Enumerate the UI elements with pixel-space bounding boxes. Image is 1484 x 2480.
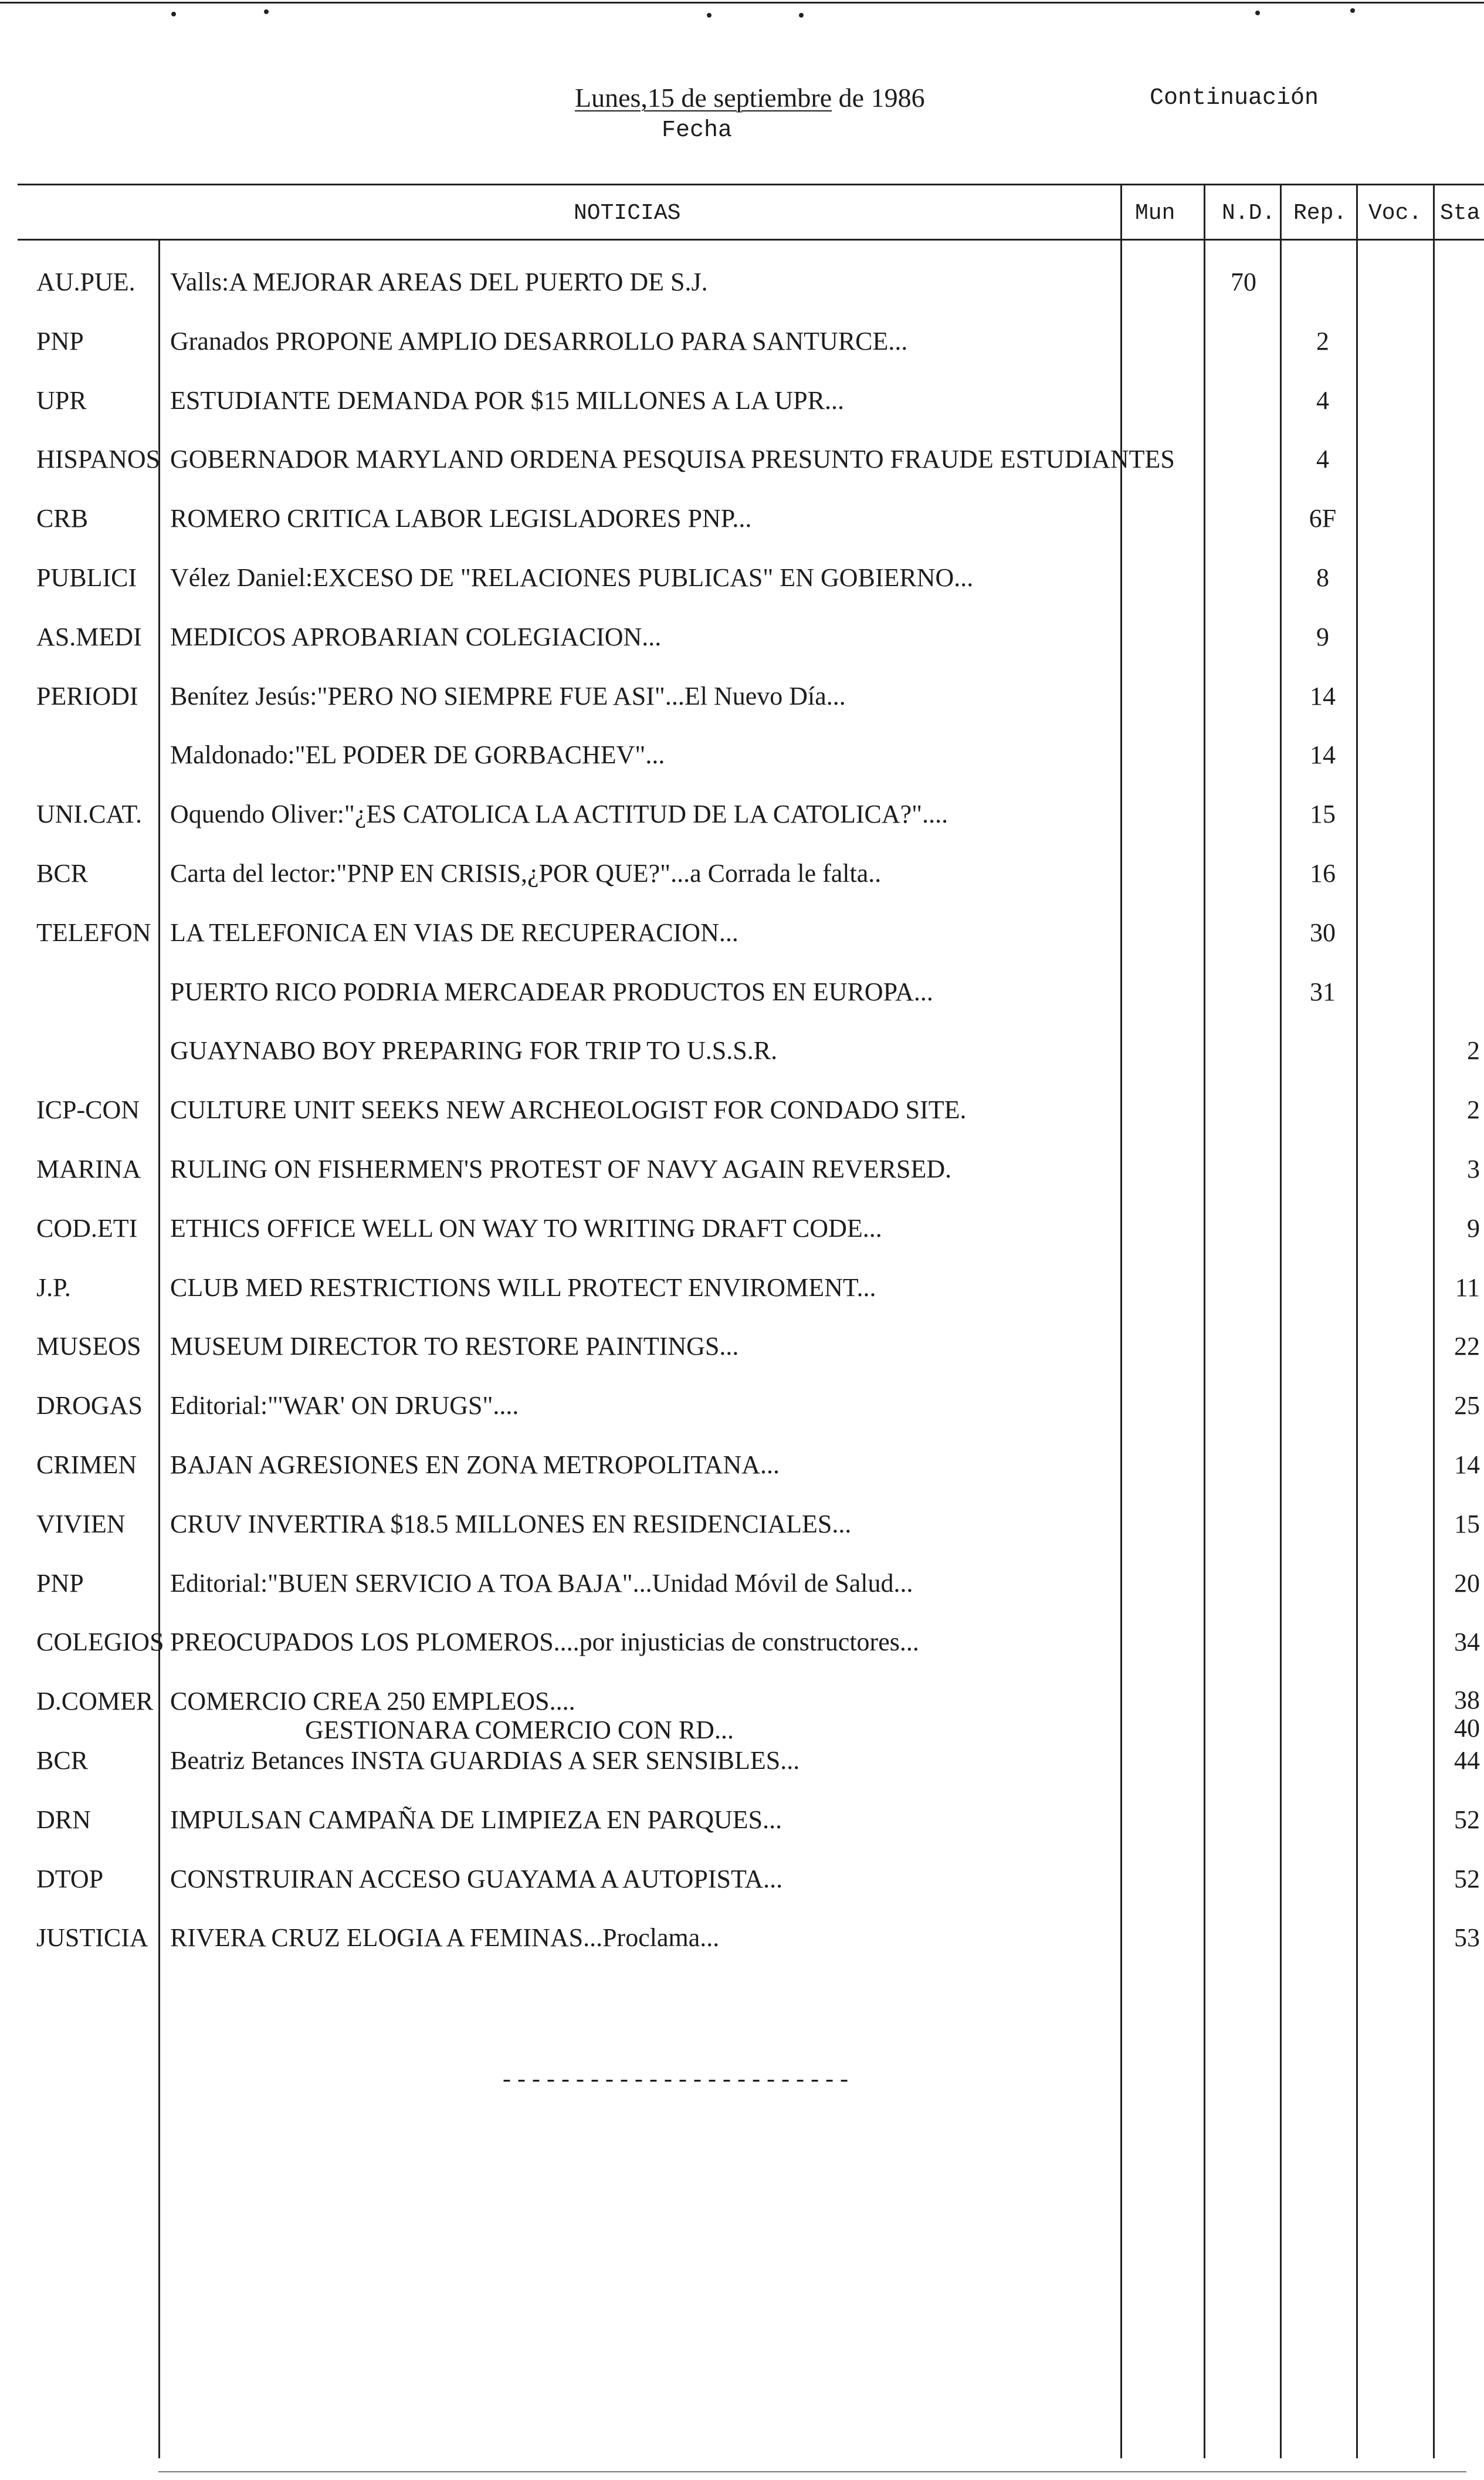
row-headline: [170, 622, 661, 652]
speck: [707, 13, 711, 18]
document-date: [575, 82, 925, 113]
row-headline-text: Editorial:"'WAR' ON DRUGS"....: [170, 1391, 519, 1420]
row-category: COLEGIOS: [36, 1628, 164, 1656]
row-headline-text: Valls:A MEJORAR AREAS DEL PUERTO DE S.J.: [170, 268, 708, 296]
table-row: [0, 503, 1484, 560]
row-headline-second-line: GESTIONARA COMERCIO CON RD...: [305, 1716, 734, 1744]
row-category: PERIODI: [36, 682, 138, 710]
row-headline-text: RULING ON FISHERMEN'S PROTEST OF NAVY AGAIN REVERSED.: [170, 1155, 952, 1183]
row-sta-page: [1427, 1745, 1480, 1775]
row-category: UNI.CAT.: [36, 800, 143, 828]
row-sta-value: 9: [1467, 1214, 1480, 1243]
row-sta-value: 34: [1454, 1628, 1480, 1656]
row-headline: [170, 858, 881, 888]
row-sta-value: 52: [1454, 1805, 1480, 1834]
row-sta-page: [1427, 1213, 1480, 1243]
row-headline-text: RIVERA CRUZ ELOGIA A FEMINAS...Proclama...: [170, 1923, 720, 1952]
row-category: VIVIEN: [36, 1510, 126, 1538]
row-category: CRIMEN: [36, 1450, 137, 1479]
row-headline: [170, 681, 846, 711]
row-category: DROGAS: [36, 1391, 143, 1420]
row-headline: [170, 1036, 777, 1065]
row-category: MARINA: [36, 1155, 141, 1183]
row-rep-page: 4: [1316, 445, 1329, 473]
row-headline-text: BAJAN AGRESIONES EN ZONA METROPOLITANA...: [170, 1450, 780, 1479]
row-headline: [170, 1568, 913, 1598]
table-row: [0, 1154, 1484, 1210]
speck: [171, 12, 176, 16]
bottom-rule: [158, 2471, 1466, 2472]
table-row: [0, 622, 1484, 678]
table-row: [0, 1331, 1484, 1388]
row-rep-page: 9: [1316, 622, 1329, 651]
row-sta-page: [1427, 1331, 1480, 1361]
row-sta-value: 44: [1454, 1746, 1480, 1775]
row-sta-value: 52: [1454, 1865, 1480, 1893]
speck: [264, 9, 269, 14]
row-nd-page: 70: [1231, 268, 1256, 296]
row-sta-page: [1427, 1095, 1480, 1125]
row-rep-page: 14: [1310, 740, 1336, 769]
row-category: COD.ETI: [36, 1214, 138, 1243]
column-header-nd: N.D.: [1222, 201, 1276, 226]
row-headline: [170, 1864, 782, 1894]
row-sta-value: 38: [1454, 1686, 1480, 1714]
table-row: [0, 1095, 1484, 1151]
row-headline-text: GUAYNABO BOY PREPARING FOR TRIP TO U.S.S.R.: [170, 1036, 778, 1065]
row-sta-page: [1427, 1923, 1480, 1953]
table-row: [0, 326, 1484, 383]
table-row: [0, 740, 1484, 796]
row-category: BCR: [36, 859, 89, 888]
row-headline-text: ETHICS OFFICE WELL ON WAY TO WRITING DRAFT CODE...: [170, 1214, 882, 1243]
table-row: [0, 444, 1484, 500]
row-sta-page: [1427, 1686, 1480, 1743]
row-headline-text: Vélez Daniel:EXCESO DE "RELACIONES PUBLICAS" EN GOBIERNO...: [170, 563, 974, 592]
row-category: DRN: [36, 1805, 91, 1834]
table-row: [0, 1450, 1484, 1506]
row-headline-text: MUSEUM DIRECTOR TO RESTORE PAINTINGS...: [170, 1332, 739, 1361]
column-header-voc: Voc.: [1368, 201, 1422, 226]
table-row: [0, 1213, 1484, 1270]
row-sta-value-second: 40: [1454, 1714, 1480, 1743]
header-bottom-rule: [18, 239, 1484, 241]
speck: [1350, 8, 1355, 13]
row-sta-value: 3: [1467, 1155, 1480, 1183]
row-rep-page: 4: [1316, 386, 1329, 415]
column-header-noticias: NOTICIAS: [574, 201, 681, 226]
row-sta-page: [1427, 1390, 1480, 1420]
row-category: JUSTICIA: [36, 1923, 148, 1952]
row-sta-value: 15: [1454, 1510, 1480, 1538]
table-row: [0, 1686, 1484, 1743]
row-headline-text: CULTURE UNIT SEEKS NEW ARCHEOLOGIST FOR CONDADO SITE.: [170, 1095, 967, 1124]
row-headline: [170, 1923, 719, 1953]
row-headline: [170, 326, 907, 356]
row-headline-text: Editorial:"BUEN SERVICIO A TOA BAJA"...Unidad Móvil de Salud...: [170, 1569, 913, 1598]
row-headline-text: CRUV INVERTIRA $18.5 MILLONES EN RESIDENCIALES...: [170, 1510, 852, 1538]
date-underlined: Lunes,15 de septiembre: [575, 83, 832, 113]
row-rep-page: 2: [1316, 327, 1329, 356]
row-sta-value: 2: [1467, 1036, 1480, 1065]
row-headline-text: MEDICOS APROBARIAN COLEGIACION...: [170, 622, 662, 651]
row-sta-page: [1427, 1568, 1480, 1598]
row-rep-page: 30: [1310, 918, 1336, 947]
row-category: D.COMER: [36, 1687, 154, 1716]
row-category: PNP: [36, 1569, 84, 1598]
row-category: CRB: [36, 504, 89, 533]
row-sta-value: 14: [1454, 1450, 1480, 1479]
row-category: BCR: [36, 1746, 89, 1775]
table-row: [0, 267, 1484, 323]
row-sta-page: [1427, 1509, 1480, 1539]
row-rep-page: 16: [1310, 859, 1336, 888]
row-category: PUBLICI: [36, 563, 137, 592]
row-headline-text: Granados PROPONE AMPLIO DESARROLLO PARA SANTURCE...: [170, 327, 908, 356]
table-top-rule: [18, 184, 1484, 185]
row-sta-page: [1427, 1627, 1480, 1657]
table-row: [0, 1568, 1484, 1625]
row-headline-text: GOBERNADOR MARYLAND ORDENA PESQUISA PRESUNTO FRAUDE ESTUDIANTES: [170, 445, 1175, 473]
row-headline: [170, 799, 948, 829]
row-rep-page: 14: [1310, 682, 1336, 710]
row-headline: [170, 977, 933, 1007]
row-sta-page: [1427, 1864, 1480, 1894]
table-row: [0, 1036, 1484, 1092]
row-headline-text: CONSTRUIRAN ACCESO GUAYAMA A AUTOPISTA...: [170, 1865, 783, 1893]
fecha-label: Fecha: [662, 117, 733, 144]
row-headline: [170, 1213, 882, 1243]
row-headline: [170, 444, 1175, 474]
row-rep-page: 6F: [1309, 504, 1337, 533]
row-category: MUSEOS: [36, 1332, 141, 1361]
row-headline-text: Beatriz Betances INSTA GUARDIAS A SER SENSIBLES...: [170, 1746, 800, 1775]
column-header-mun: Mun: [1135, 201, 1175, 226]
row-headline: [170, 1686, 734, 1744]
row-headline-text: IMPULSAN CAMPAÑA DE LIMPIEZA EN PARQUES...: [170, 1805, 782, 1834]
row-category: UPR: [36, 386, 87, 415]
row-headline: [170, 385, 844, 415]
row-headline: [170, 267, 708, 297]
continuation-label: Continuación: [1150, 85, 1319, 111]
table-row: [0, 1627, 1484, 1683]
row-headline-text: Maldonado:"EL PODER DE GORBACHEV"...: [170, 740, 665, 769]
row-headline: [170, 1154, 951, 1184]
row-headline: [170, 1273, 876, 1302]
row-headline-text: COMERCIO CREA 250 EMPLEOS....: [170, 1687, 575, 1716]
row-sta-value: 22: [1454, 1332, 1480, 1361]
row-sta-value: 11: [1455, 1273, 1480, 1302]
row-rep-page: 31: [1310, 977, 1336, 1006]
speck: [1255, 11, 1260, 15]
row-headline: [170, 1095, 967, 1125]
row-category: TELEFON: [36, 918, 151, 947]
table-row: [0, 977, 1484, 1033]
row-headline: [170, 1450, 780, 1480]
table-row: [0, 1745, 1484, 1802]
row-sta-value: 25: [1454, 1391, 1480, 1420]
row-rep-page: 8: [1316, 563, 1329, 592]
column-header-sta: Sta: [1440, 201, 1480, 226]
row-sta-value: 20: [1454, 1569, 1480, 1598]
row-headline-text: PUERTO RICO PODRIA MERCADEAR PRODUCTOS EN EUROPA...: [170, 977, 933, 1006]
row-headline-text: Carta del lector:"PNP EN CRISIS,¿POR QUE?"...a Corrada le falta..: [170, 859, 882, 888]
row-headline: [170, 740, 665, 770]
table-row: [0, 1923, 1484, 1979]
column-header-rep: Rep.: [1293, 201, 1347, 226]
table-row: [0, 1864, 1484, 1920]
row-category: DTOP: [36, 1865, 104, 1893]
row-sta-page: [1427, 1805, 1480, 1835]
row-headline: [170, 1390, 519, 1420]
table-row: [0, 1805, 1484, 1861]
table-row: [0, 1273, 1484, 1329]
row-headline-text: ROMERO CRITICA LABOR LEGISLADORES PNP...: [170, 504, 752, 533]
top-border: [0, 2, 1484, 4]
table-row: [0, 858, 1484, 915]
row-headline: [170, 1331, 738, 1361]
table-row: [0, 799, 1484, 855]
row-category: ICP-CON: [36, 1095, 140, 1124]
row-rep-page: 15: [1310, 800, 1336, 828]
row-headline: [170, 563, 973, 593]
row-headline-text: ESTUDIANTE DEMANDA POR $15 MILLONES A LA UPR...: [170, 386, 844, 415]
table-row: [0, 385, 1484, 442]
end-separator: ------------------------: [500, 2068, 852, 2095]
row-headline-text: PREOCUPADOS LOS PLOMEROS....por injusticias de constructores...: [170, 1628, 919, 1656]
row-category: HISPANOS: [36, 445, 161, 473]
row-headline: [170, 918, 738, 948]
row-sta-page: [1427, 1154, 1480, 1184]
table-row: [0, 681, 1484, 737]
row-sta-page: [1427, 1036, 1480, 1065]
row-headline-text: Oquendo Oliver:"¿ES CATOLICA LA ACTITUD DE LA CATOLICA?"....: [170, 800, 948, 828]
row-sta-page: [1427, 1450, 1480, 1480]
row-headline-text: LA TELEFONICA EN VIAS DE RECUPERACION...: [170, 918, 738, 947]
table-row: [0, 563, 1484, 619]
table-row: [0, 918, 1484, 974]
row-headline: [170, 1805, 782, 1835]
row-category: AU.PUE.: [36, 268, 135, 296]
row-headline: [170, 1745, 799, 1775]
row-sta-value: 53: [1454, 1923, 1480, 1952]
row-category: PNP: [36, 327, 84, 356]
row-headline: [170, 1509, 851, 1539]
row-headline: [170, 1627, 919, 1657]
table-row: [0, 1509, 1484, 1565]
row-category: AS.MEDI: [36, 622, 142, 651]
row-category: J.P.: [36, 1273, 71, 1302]
row-headline: [170, 503, 751, 533]
table-row: [0, 1390, 1484, 1447]
speck: [799, 13, 804, 18]
row-headline-text: Benítez Jesús:"PERO NO SIEMPRE FUE ASI"...El Nuevo Día...: [170, 682, 846, 710]
row-headline-text: CLUB MED RESTRICTIONS WILL PROTECT ENVIROMENT...: [170, 1273, 876, 1302]
row-sta-value: 2: [1467, 1095, 1480, 1124]
row-sta-page: [1427, 1273, 1480, 1302]
date-year: de 1986: [832, 83, 925, 113]
